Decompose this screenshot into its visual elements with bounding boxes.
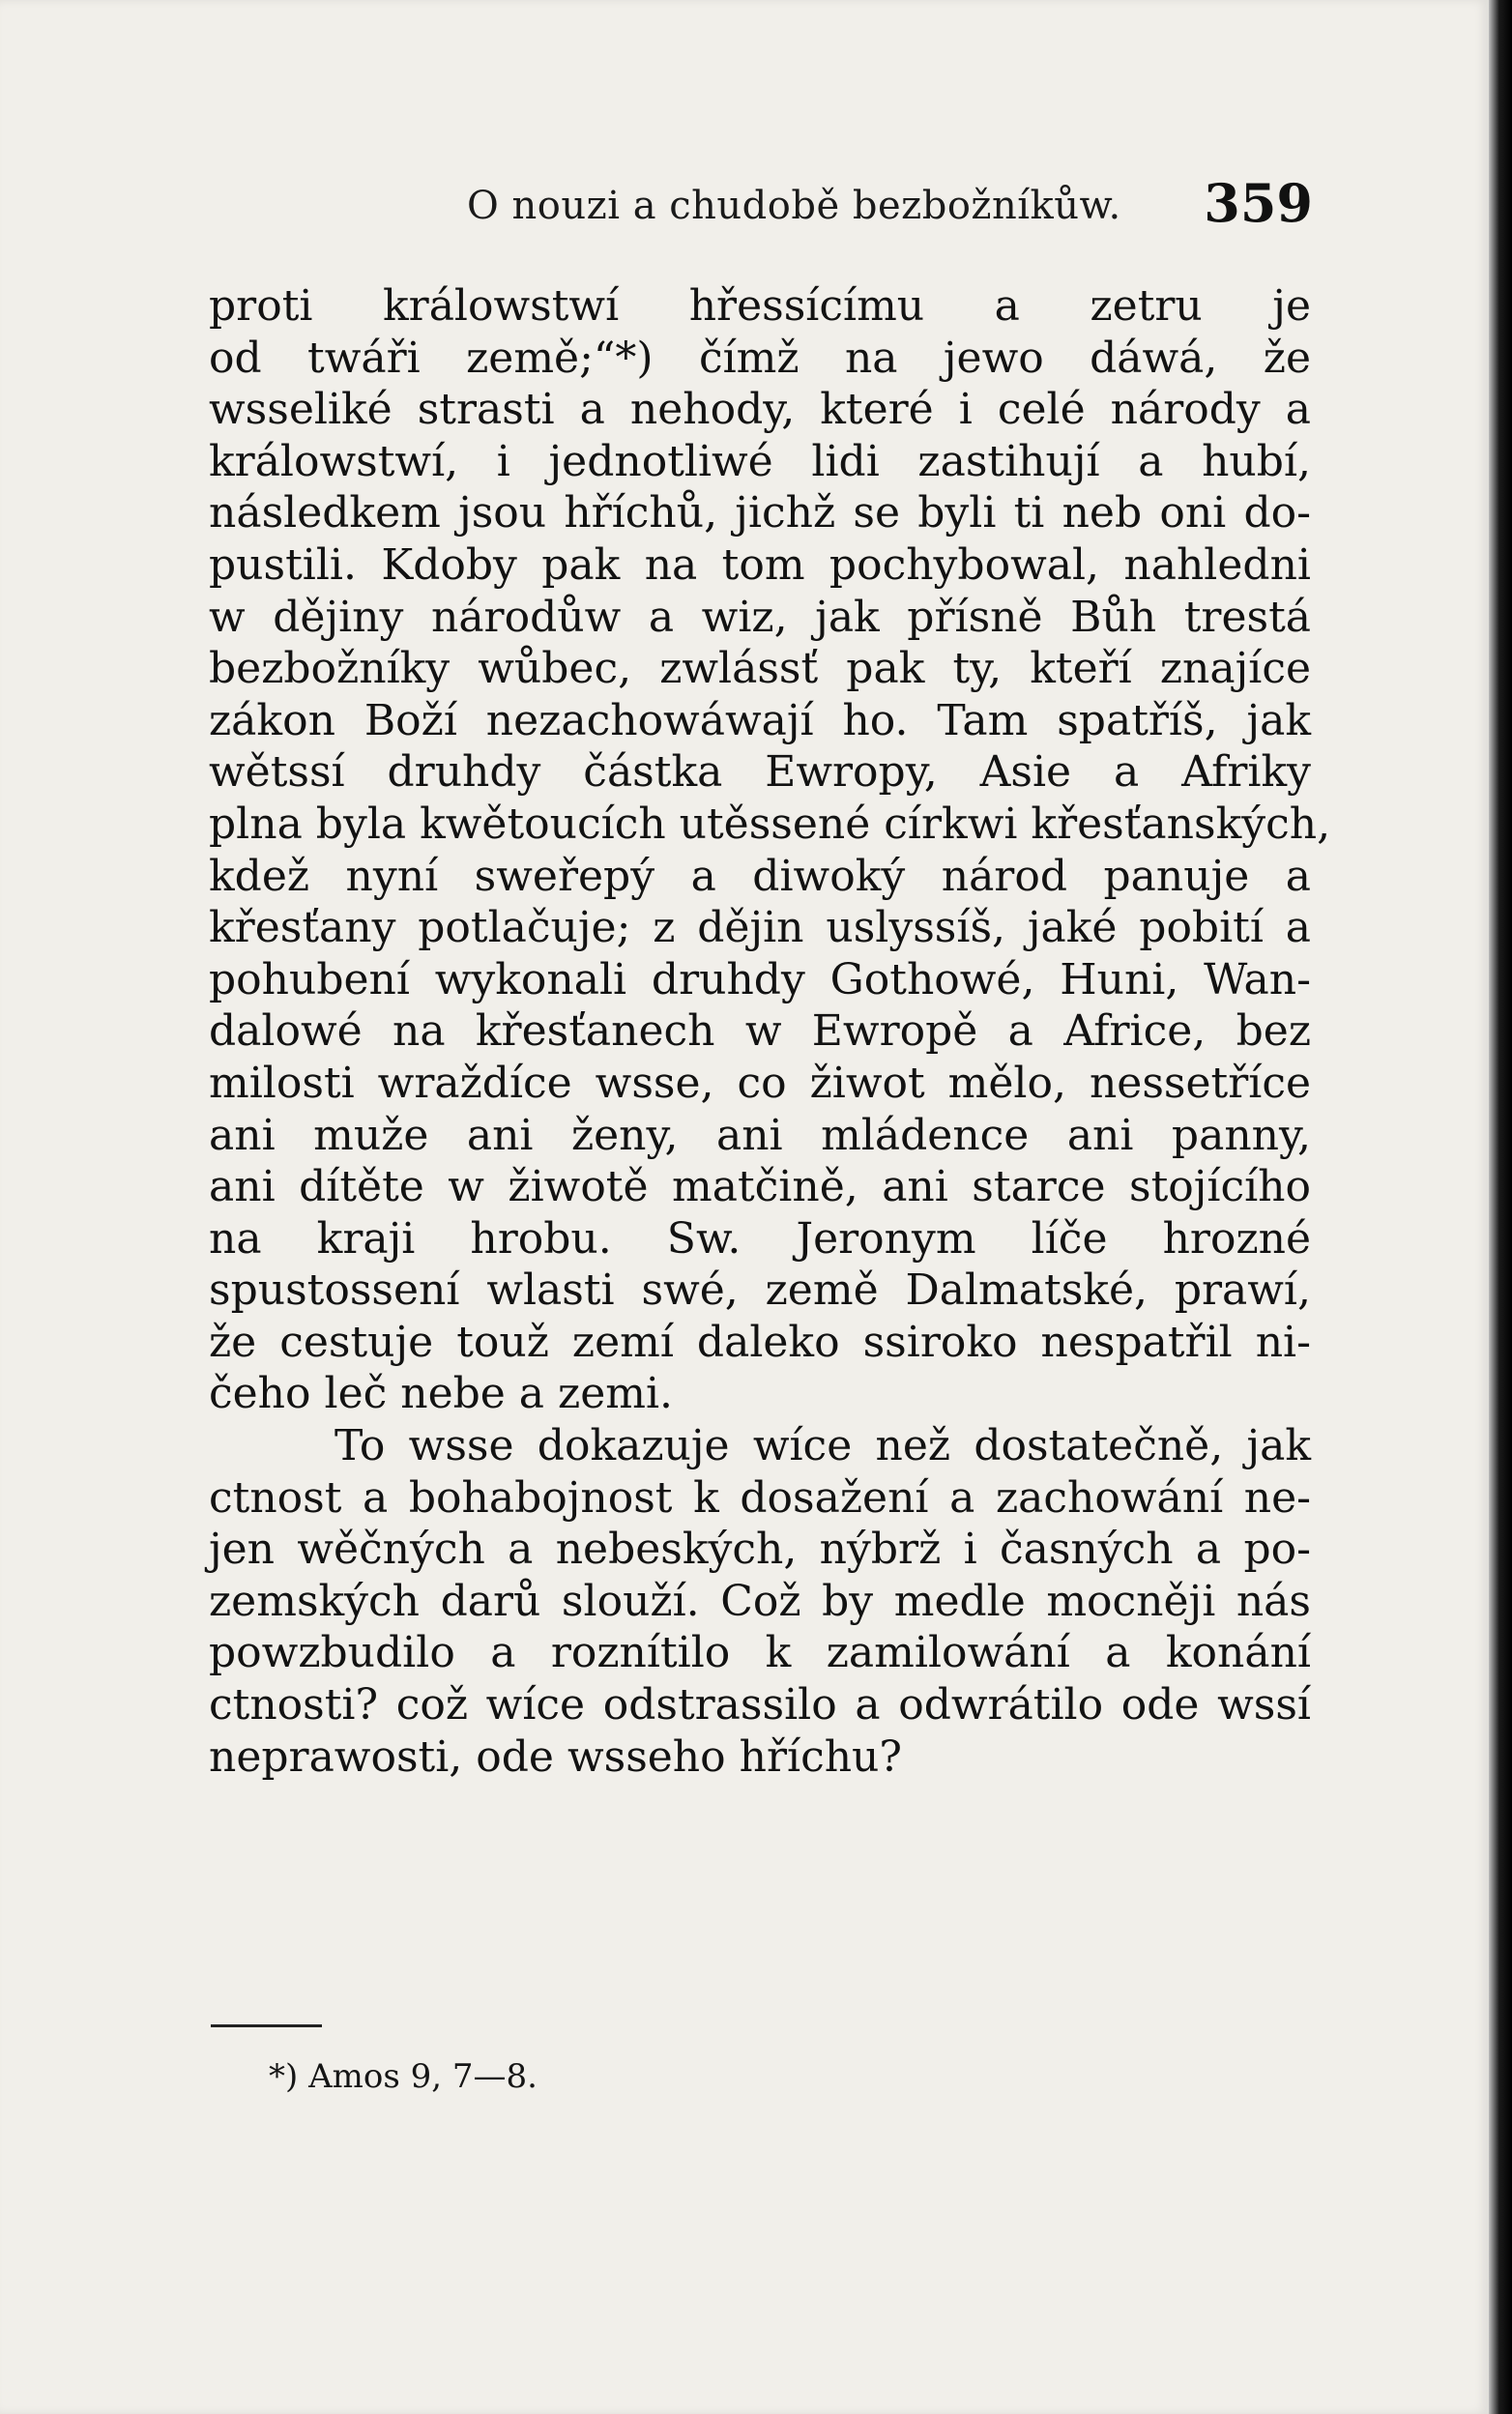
text-line: čeho leč nebe a zemi. bbox=[209, 1369, 674, 1419]
text-line: zákon Boží nezachowáwají ho. Tam spatříš, jak bbox=[209, 695, 1311, 745]
text-line: od twáři země;“*) čímž na jewo dáwá, že bbox=[209, 333, 1311, 383]
text-line: zemských darů slouží. Což by medle mocněji nás bbox=[209, 1576, 1311, 1626]
running-head: O nouzi a chudobě bezbožníkůw. bbox=[467, 184, 1121, 228]
page-header bbox=[211, 172, 1313, 249]
scan-edge bbox=[1489, 0, 1512, 2414]
text-line: pohubení wykonali druhdy Gothowé, Huni, Wan- bbox=[209, 954, 1311, 1004]
text-line: wsseliké strasti a nehody, které i celé národy a bbox=[209, 385, 1311, 435]
text-line: křesťany potlačuje; z dějin uslyssíš, jaké pobití a bbox=[209, 903, 1311, 953]
text-line: wětssí druhdy částka Ewropy, Asie a Afriky bbox=[209, 747, 1311, 798]
page-number: 359 bbox=[1204, 172, 1313, 234]
paragraph-first-line: To wsse dokazuje wíce než dostatečně, jak bbox=[334, 1421, 1311, 1471]
text-line: na kraji hrobu. Sw. Jeronym líče hrozné bbox=[209, 1213, 1311, 1264]
text-line: spustossení wlasti swé, země Dalmatské, prawí, bbox=[209, 1265, 1311, 1316]
footnote: *) Amos 9, 7—8. bbox=[269, 2057, 538, 2096]
text-line: bezbožníky wůbec, zwlássť pak ty, kteří znajíce bbox=[209, 644, 1311, 694]
text-line: že cestuje touž zemí daleko ssiroko nespatřil ni- bbox=[209, 1317, 1311, 1367]
text-line: ctnost a bohabojnost k dosažení a zachowání ne- bbox=[209, 1472, 1311, 1523]
text-line: králowstwí, i jednotliwé lidi zastihují a hubí, bbox=[209, 436, 1311, 486]
text-line: pustili. Kdoby pak na tom pochybowal, nahledni bbox=[209, 539, 1311, 590]
text-line: w dějiny národůw a wiz, jak přísně Bůh trestá bbox=[209, 592, 1311, 642]
text-line: následkem jsou hříchů, jichž se byli ti neb oni do- bbox=[209, 488, 1311, 538]
footnote-rule bbox=[211, 2024, 322, 2027]
text-line: kdež nyní sweřepý a diwoký národ panuje a bbox=[209, 851, 1311, 901]
text-line: ani dítěte w žiwotě matčině, ani starce stojícího bbox=[209, 1162, 1311, 1212]
text-line: plna byla kwětoucích utěssené církwi křesťanských, bbox=[209, 799, 1331, 849]
text-line: dalowé na křesťanech w Ewropě a Africe, bez bbox=[209, 1006, 1311, 1057]
text-line: powzbudilo a roznítilo k zamilowání a konání bbox=[209, 1628, 1311, 1678]
text-line: ani muže ani ženy, ani mládence ani panny, bbox=[209, 1110, 1311, 1160]
text-line: milosti wraždíce wsse, co žiwot mělo, nessetříce bbox=[209, 1058, 1311, 1108]
text-line: proti králowstwí hřessícímu a zetru je bbox=[209, 281, 1311, 331]
text-line: neprawosti, ode wsseho hříchu? bbox=[209, 1731, 902, 1782]
body-text bbox=[209, 280, 1331, 1783]
text-line: jen wěčných a nebeských, nýbrž i časných a po- bbox=[209, 1525, 1311, 1575]
text-line: ctnosti? což wíce odstrassilo a odwrátilo ode wssí bbox=[209, 1680, 1311, 1731]
